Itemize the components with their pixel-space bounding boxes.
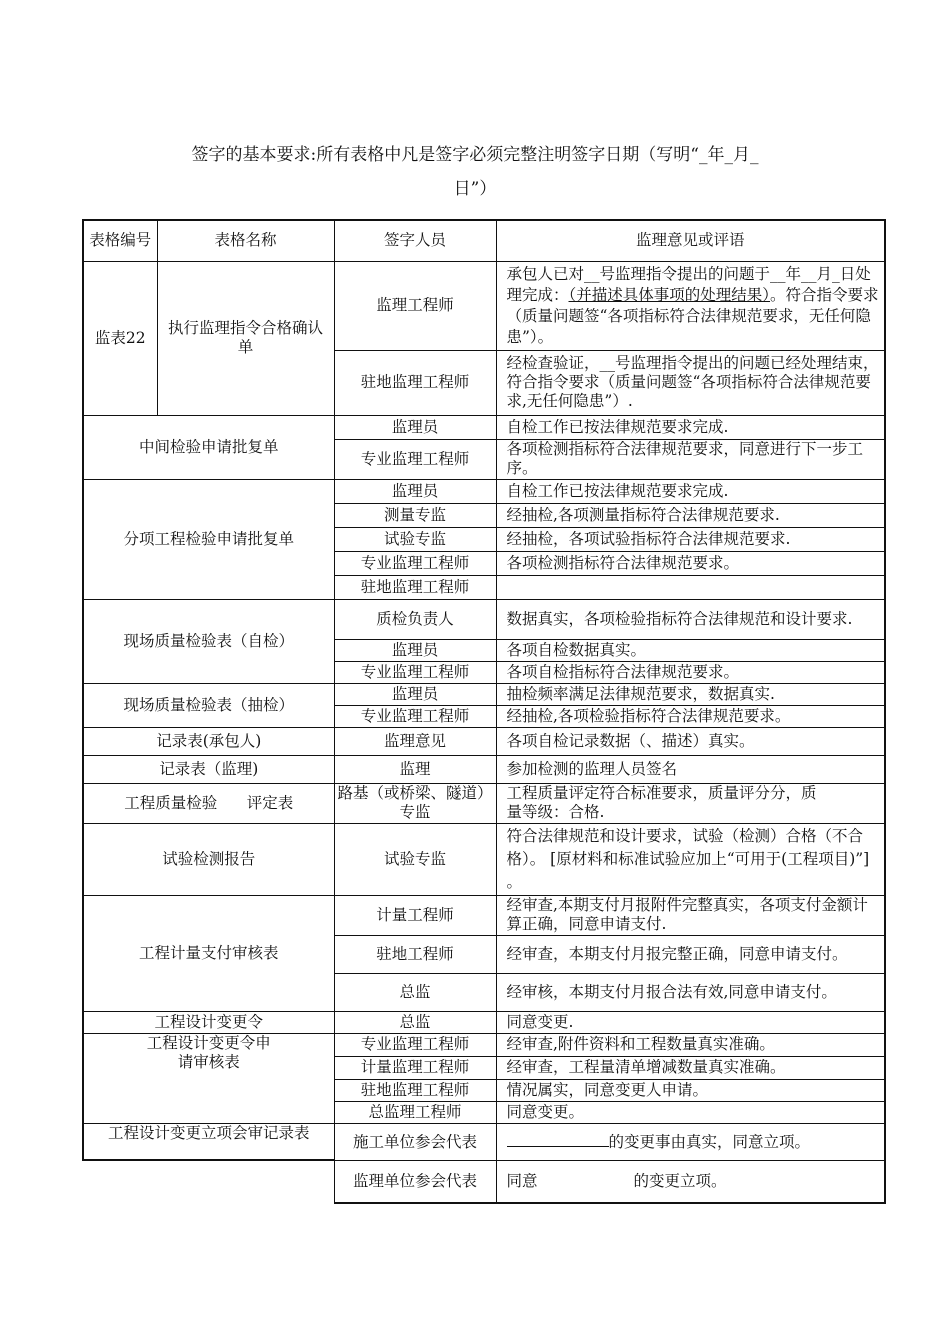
form-name: 现场质量检验表（自检） bbox=[83, 599, 334, 683]
opinion: 经审查，工程量清单增减数量真实准确。 bbox=[496, 1056, 885, 1079]
table-row bbox=[83, 479, 885, 503]
heading-line-1: 签字的基本要求:所有表格中凡是签字必须完整注明签字日期（写明“_年_月_ bbox=[191, 145, 759, 165]
signer: 专业监理工程师 bbox=[334, 705, 496, 727]
table-row bbox=[83, 415, 885, 439]
opinion-underlined: （并描述具体事项的处理结果） bbox=[568, 285, 771, 304]
opinion-text: 的变更事由真实，同意立项。 bbox=[608, 1133, 811, 1151]
header-opinion: 监理意见或评语 bbox=[496, 220, 885, 261]
table-row bbox=[83, 683, 885, 705]
page-heading bbox=[120, 138, 830, 206]
table-row bbox=[83, 1011, 885, 1033]
opinion: 经抽检，各项试验指标符合法律规范要求. bbox=[496, 527, 885, 551]
opinion: 经审查,本期支付月报附件完整真实，各项支付金额计算正确，同意申请支付. bbox=[496, 895, 885, 935]
signer: 试验专监 bbox=[334, 823, 496, 895]
blank-line bbox=[507, 1131, 609, 1147]
signer: 路基（或桥梁、隧道）专监 bbox=[334, 783, 496, 823]
table-row bbox=[83, 1033, 885, 1056]
opinion-text: 。符合指令要求（质量问题签“各项指标符合法律规范要求，无任何隐患”）。 bbox=[506, 285, 879, 346]
opinion bbox=[496, 1123, 885, 1160]
form-code: 监表22 bbox=[83, 261, 157, 415]
heading-line-2: 日”） bbox=[453, 179, 497, 199]
opinion: 数据真实，各项检验指标符合法律规范和设计要求. bbox=[496, 599, 885, 639]
form-name: 工程设计变更令申请审核表 bbox=[83, 1033, 334, 1123]
table-row bbox=[83, 727, 885, 755]
opinion: 参加检测的监理人员签名 bbox=[496, 755, 885, 783]
form-name: 记录表(承包人) bbox=[83, 727, 334, 755]
form-name: 工程质量检验 评定表 bbox=[83, 783, 334, 823]
opinion: 自检工作已按法律规范要求完成. bbox=[496, 415, 885, 439]
opinion: 自检工作已按法律规范要求完成. bbox=[496, 479, 885, 503]
table-row bbox=[83, 1160, 885, 1203]
signer: 驻地监理工程师 bbox=[334, 350, 496, 415]
opinion: 情况属实，同意变更人申请。 bbox=[496, 1079, 885, 1101]
form-name: 工程设计变更令 bbox=[83, 1011, 334, 1033]
signer: 质检负责人 bbox=[334, 599, 496, 639]
opinion: 各项检测指标符合法律规范要求，同意进行下一步工序。 bbox=[496, 439, 885, 479]
opinion-text: 的变更立项。 bbox=[633, 1171, 727, 1190]
signer: 测量专监 bbox=[334, 503, 496, 527]
opinion: 经审核，本期支付月报合法有效,同意申请支付。 bbox=[496, 973, 885, 1011]
opinion bbox=[496, 575, 885, 599]
table-left-bottom-border bbox=[82, 1159, 334, 1161]
signer: 监理工程师 bbox=[334, 261, 496, 350]
table-row bbox=[83, 755, 885, 783]
table-row bbox=[83, 895, 885, 935]
header-code: 表格编号 bbox=[83, 220, 157, 261]
opinion: 各项自检记录数据（、描述）真实。 bbox=[496, 727, 885, 755]
signer: 总监 bbox=[334, 973, 496, 1011]
form-name: 执行监理指令合格确认单 bbox=[157, 261, 334, 415]
opinion: 各项检测指标符合法律规范要求。 bbox=[496, 551, 885, 575]
signer: 计量监理工程师 bbox=[334, 1056, 496, 1079]
opinion-text: 同意 bbox=[506, 1171, 538, 1190]
table-row bbox=[83, 261, 885, 350]
signer: 监理员 bbox=[334, 479, 496, 503]
opinion bbox=[496, 1160, 885, 1203]
signer: 驻地工程师 bbox=[334, 935, 496, 973]
header-name: 表格名称 bbox=[157, 220, 334, 261]
opinion: 各项自检数据真实。 bbox=[496, 639, 885, 661]
table-row bbox=[83, 823, 885, 895]
signer: 总监理工程师 bbox=[334, 1101, 496, 1123]
form-name: 工程设计变更立项会审记录表 bbox=[83, 1123, 334, 1160]
opinion: 抽检频率满足法律规范要求，数据真实. bbox=[496, 683, 885, 705]
opinion-text: 承包人已对__号监理指令提出的问题于__年__月_日处理完成： bbox=[506, 264, 871, 304]
signer: 施工单位参会代表 bbox=[334, 1123, 496, 1160]
signer: 监理员 bbox=[334, 683, 496, 705]
empty-cell bbox=[83, 1160, 334, 1203]
opinion: 经审查，本期支付月报完整正确，同意申请支付。 bbox=[496, 935, 885, 973]
signature-requirements-table bbox=[82, 219, 886, 1204]
signer: 计量工程师 bbox=[334, 895, 496, 935]
table-row bbox=[83, 599, 885, 639]
opinion: 同意变更。 bbox=[496, 1101, 885, 1123]
opinion: 符合法律规范和设计要求，试验（检测）合格（不合格）。 [原材料和标准试验应加上“可用于(工程项目)”] 。 bbox=[496, 823, 885, 895]
header-signer: 签字人员 bbox=[334, 220, 496, 261]
opinion: 经抽检,各项测量指标符合法律规范要求. bbox=[496, 503, 885, 527]
signer: 专业监理工程师 bbox=[334, 1033, 496, 1056]
signer: 驻地监理工程师 bbox=[334, 1079, 496, 1101]
signer: 专业监理工程师 bbox=[334, 551, 496, 575]
signer: 专业监理工程师 bbox=[334, 439, 496, 479]
signer: 监理员 bbox=[334, 415, 496, 439]
form-name: 现场质量检验表（抽检） bbox=[83, 683, 334, 727]
signer: 监理意见 bbox=[334, 727, 496, 755]
signer: 驻地监理工程师 bbox=[334, 575, 496, 599]
form-name: 记录表（监理) bbox=[83, 755, 334, 783]
form-name: 分项工程检验申请批复单 bbox=[83, 479, 334, 599]
signer: 专业监理工程师 bbox=[334, 661, 496, 683]
form-name: 中间检验申请批复单 bbox=[83, 415, 334, 479]
table-row bbox=[83, 1123, 885, 1160]
signer: 监理员 bbox=[334, 639, 496, 661]
signer: 试验专监 bbox=[334, 527, 496, 551]
opinion: 各项自检指标符合法律规范要求。 bbox=[496, 661, 885, 683]
opinion: 经审查,附件资料和工程数量真实准确。 bbox=[496, 1033, 885, 1056]
form-name: 工程计量支付审核表 bbox=[83, 895, 334, 1011]
signer: 监理 bbox=[334, 755, 496, 783]
form-name: 试验检测报告 bbox=[83, 823, 334, 895]
signer: 监理单位参会代表 bbox=[334, 1160, 496, 1203]
table-row bbox=[83, 783, 885, 823]
opinion bbox=[496, 261, 885, 350]
opinion: 同意变更. bbox=[496, 1011, 885, 1033]
table-header-row bbox=[83, 220, 885, 261]
opinion: 工程质量评定符合标准要求，质量评分分，质量等级：合格. bbox=[496, 783, 885, 823]
opinion: 经检查验证，__号监理指令提出的问题已经处理结束，符合指令要求（质量问题签“各项指标符合法律规范要求,无任何隐患”）. bbox=[496, 350, 885, 415]
signer: 总监 bbox=[334, 1011, 496, 1033]
opinion: 经抽检,各项检验指标符合法律规范要求。 bbox=[496, 705, 885, 727]
